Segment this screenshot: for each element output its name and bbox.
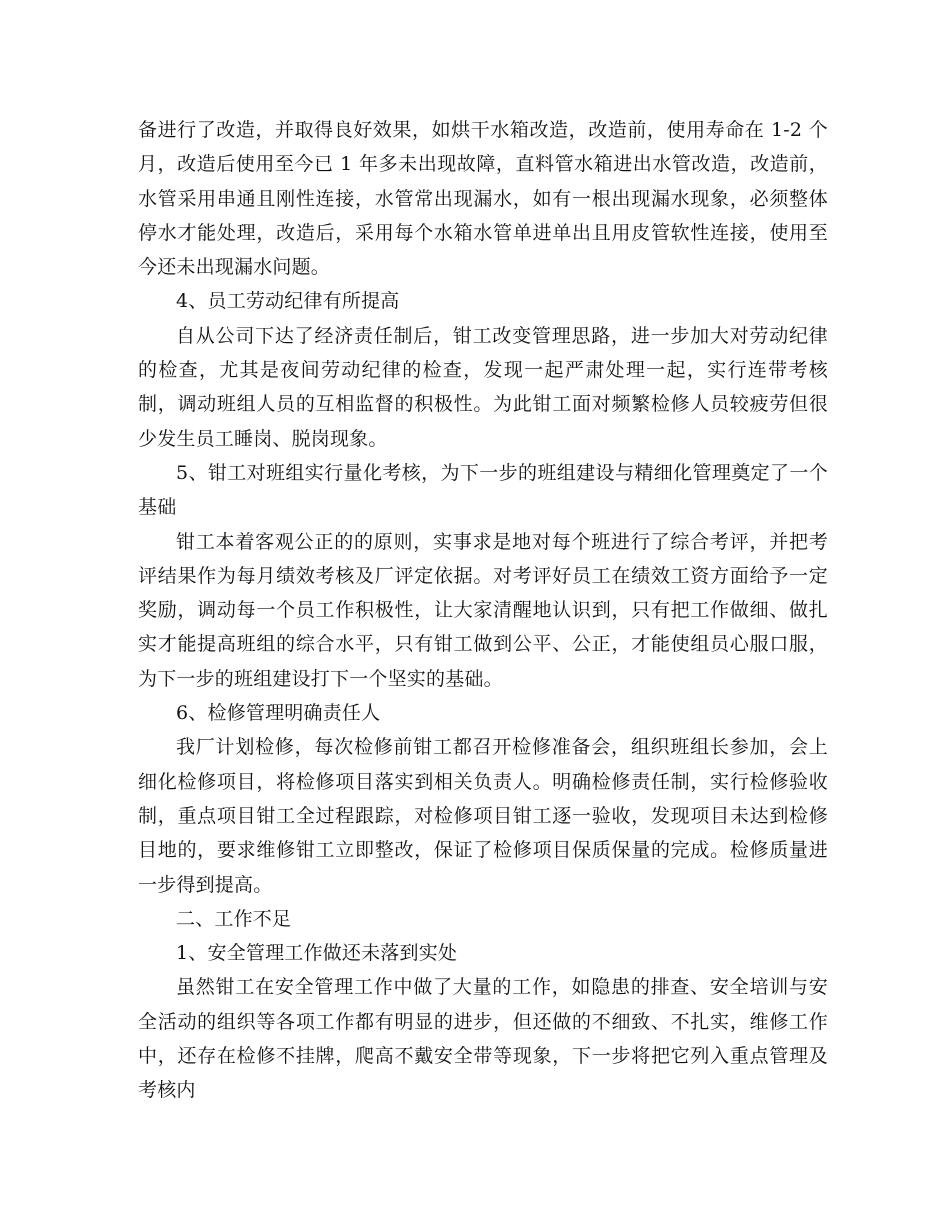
- section-heading-6: 6、检修管理明确责任人: [176, 702, 381, 725]
- section-heading-5: 5、钳工对班组实行量化考核，为下一步的班组建设与精细化管理奠定了一个基础: [138, 461, 828, 519]
- section-heading-4: 4、员工劳动纪律有所提高: [176, 290, 400, 313]
- document-body: [138, 113, 828, 1108]
- section-heading-safety: 1、安全管理工作做还未落到实处: [176, 942, 458, 965]
- paragraph-labor-discipline: 自从公司下达了经济责任制后，钳工改变管理思路，进一步加大对劳动纪律的检查，尤其是夜间劳动纪律的检查，发现一起严肃处理一起，实行连带考核制，调动班组人员的互相监督的积极性。为此钳工面对频繁检修人员较疲劳但很少发生员工睡岗、脱岗现象。: [138, 324, 828, 450]
- paragraph-safety-management: 虽然钳工在安全管理工作中做了大量的工作，如隐患的排查、安全培训与安全活动的组织等各项工作都有明显的进步，但还做的不细致、不扎实，维修工作中，还存在检修不挂牌，爬高不戴安全带等现象，下一步将把它列入重点管理及考核内: [138, 976, 828, 1102]
- paragraph-continuation: 备进行了改造，并取得良好效果，如烘干水箱改造，改造前，使用寿命在 1-2 个月，改造后使用至今已 1 年多未出现故障，直料管水箱进出水管改造，改造前，水管采用串通且刚性连接，水管常出现漏水，如有一根出现漏水现象，必须整体停水才能处理，改造后，采用每个水箱水管单进单出且用皮管软性连接，使用至今还未出现漏水问题。: [138, 119, 828, 279]
- section-heading-shortcomings: 二、工作不足: [176, 907, 292, 930]
- paragraph-maintenance-management: 我厂计划检修，每次检修前钳工都召开检修准备会，组织班组长参加，会上细化检修项目，将检修项目落实到相关负责人。明确检修责任制，实行检修验收制，重点项目钳工全过程跟踪，对检修项目钳工逐一验收，发现项目未达到检修目地的，要求维修钳工立即整改，保证了检修项目保质保量的完成。检修质量进一步得到提高。: [138, 736, 828, 896]
- paragraph-quantitative-assessment: 钳工本着客观公正的的原则，实事求是地对每个班进行了综合考评，并把考评结果作为每月绩效考核及厂评定依据。对考评好员工在绩效工资方面给予一定奖励，调动每一个员工作积极性，让大家清醒地认识到，只有把工作做细、做扎实才能提高班组的综合水平，只有钳工做到公平、公正，才能使组员心服口服，为下一步的班组建设打下一个坚实的基础。: [138, 530, 828, 690]
